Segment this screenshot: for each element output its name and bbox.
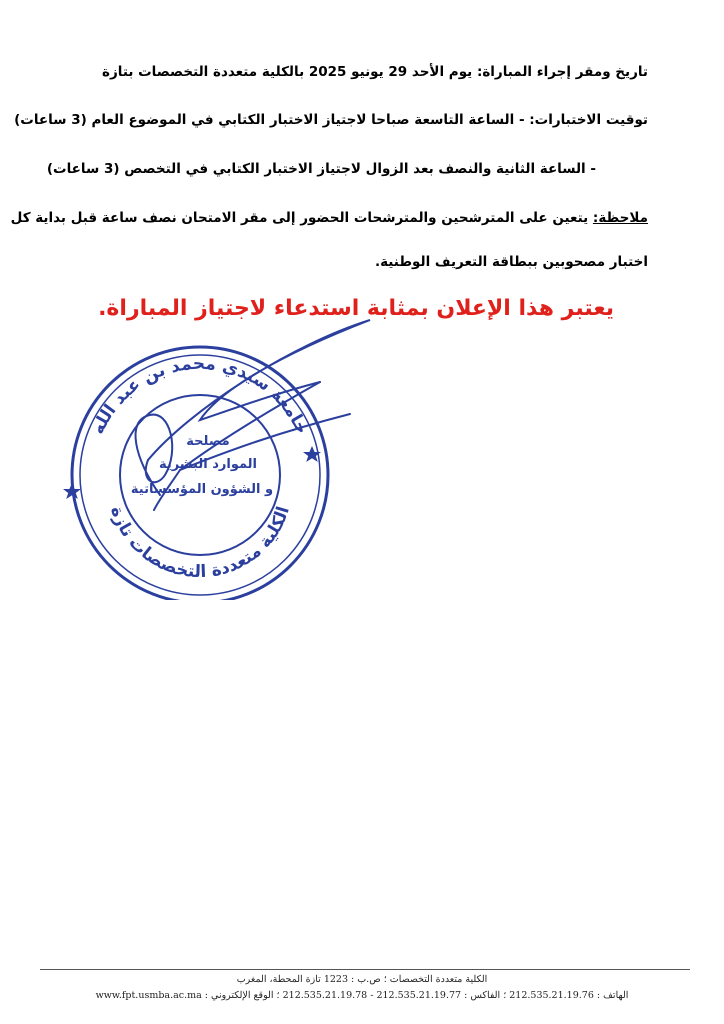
stamp-bottom-text: الكلية متعددة التخصصات تازة (106, 503, 294, 583)
stamp-center-line1: مصلحة (186, 434, 230, 449)
stamp-center-line3: و الشؤون المؤسساتية (130, 482, 274, 497)
footer-contact: الهاتف : 212.535.21.19.76 ؛ الفاكس : 212.535.21.19.77 - 212.535.21.19.78 ؛ الوقع الإلكتروني : www.fpt.usmba.ac.ma (95, 990, 629, 1001)
footer-divider (40, 969, 690, 970)
id-card-line: اختبار مصحوبين ببطاقة التعريف الوطنية. (374, 254, 648, 270)
official-stamp (30, 300, 430, 600)
svg-text:الكلية متعددة التخصصات تازة (106, 504, 294, 582)
footer-address: الكلية متعددة التخصصات ؛ ص.ب : 1223 تازة المحطة، المغرب (236, 974, 488, 985)
note-text: يتعين على المترشحين والمترشحات الحضور إلى مقر الامتحان نصف ساعة قبل بداية كل (10, 210, 593, 226)
stamp-outer-text: جامعة سيدي محمد بن عبد الله (87, 353, 313, 438)
stamp-star-left-icon (63, 483, 81, 499)
exam-date-line: تاريخ ومقر إجراء المباراة: يوم الأحد 29 يونيو 2025 بالكلية متعددة التخصصات بتازة (102, 64, 648, 80)
convocation-notice: يعتبر هذا الإعلان بمثابة استدعاء لاجتياز المباراة. (98, 296, 614, 321)
note-line (11, 210, 648, 226)
stamp-center-line2: الموارد البشرية (158, 457, 258, 472)
exam-timing-afternoon-line: - الساعة الثانية والنصف بعد الزوال لاجتياز الاختبار الكتابي في التخصص (3 ساعات) (46, 161, 596, 177)
exam-timing-line: توقيت الاختبارات: - الساعة التاسعة صباحا لاجتياز الاختبار الكتابي في الموضوع العام (3 ساعات) (14, 112, 648, 128)
note-label: ملاحظة: (592, 210, 648, 226)
